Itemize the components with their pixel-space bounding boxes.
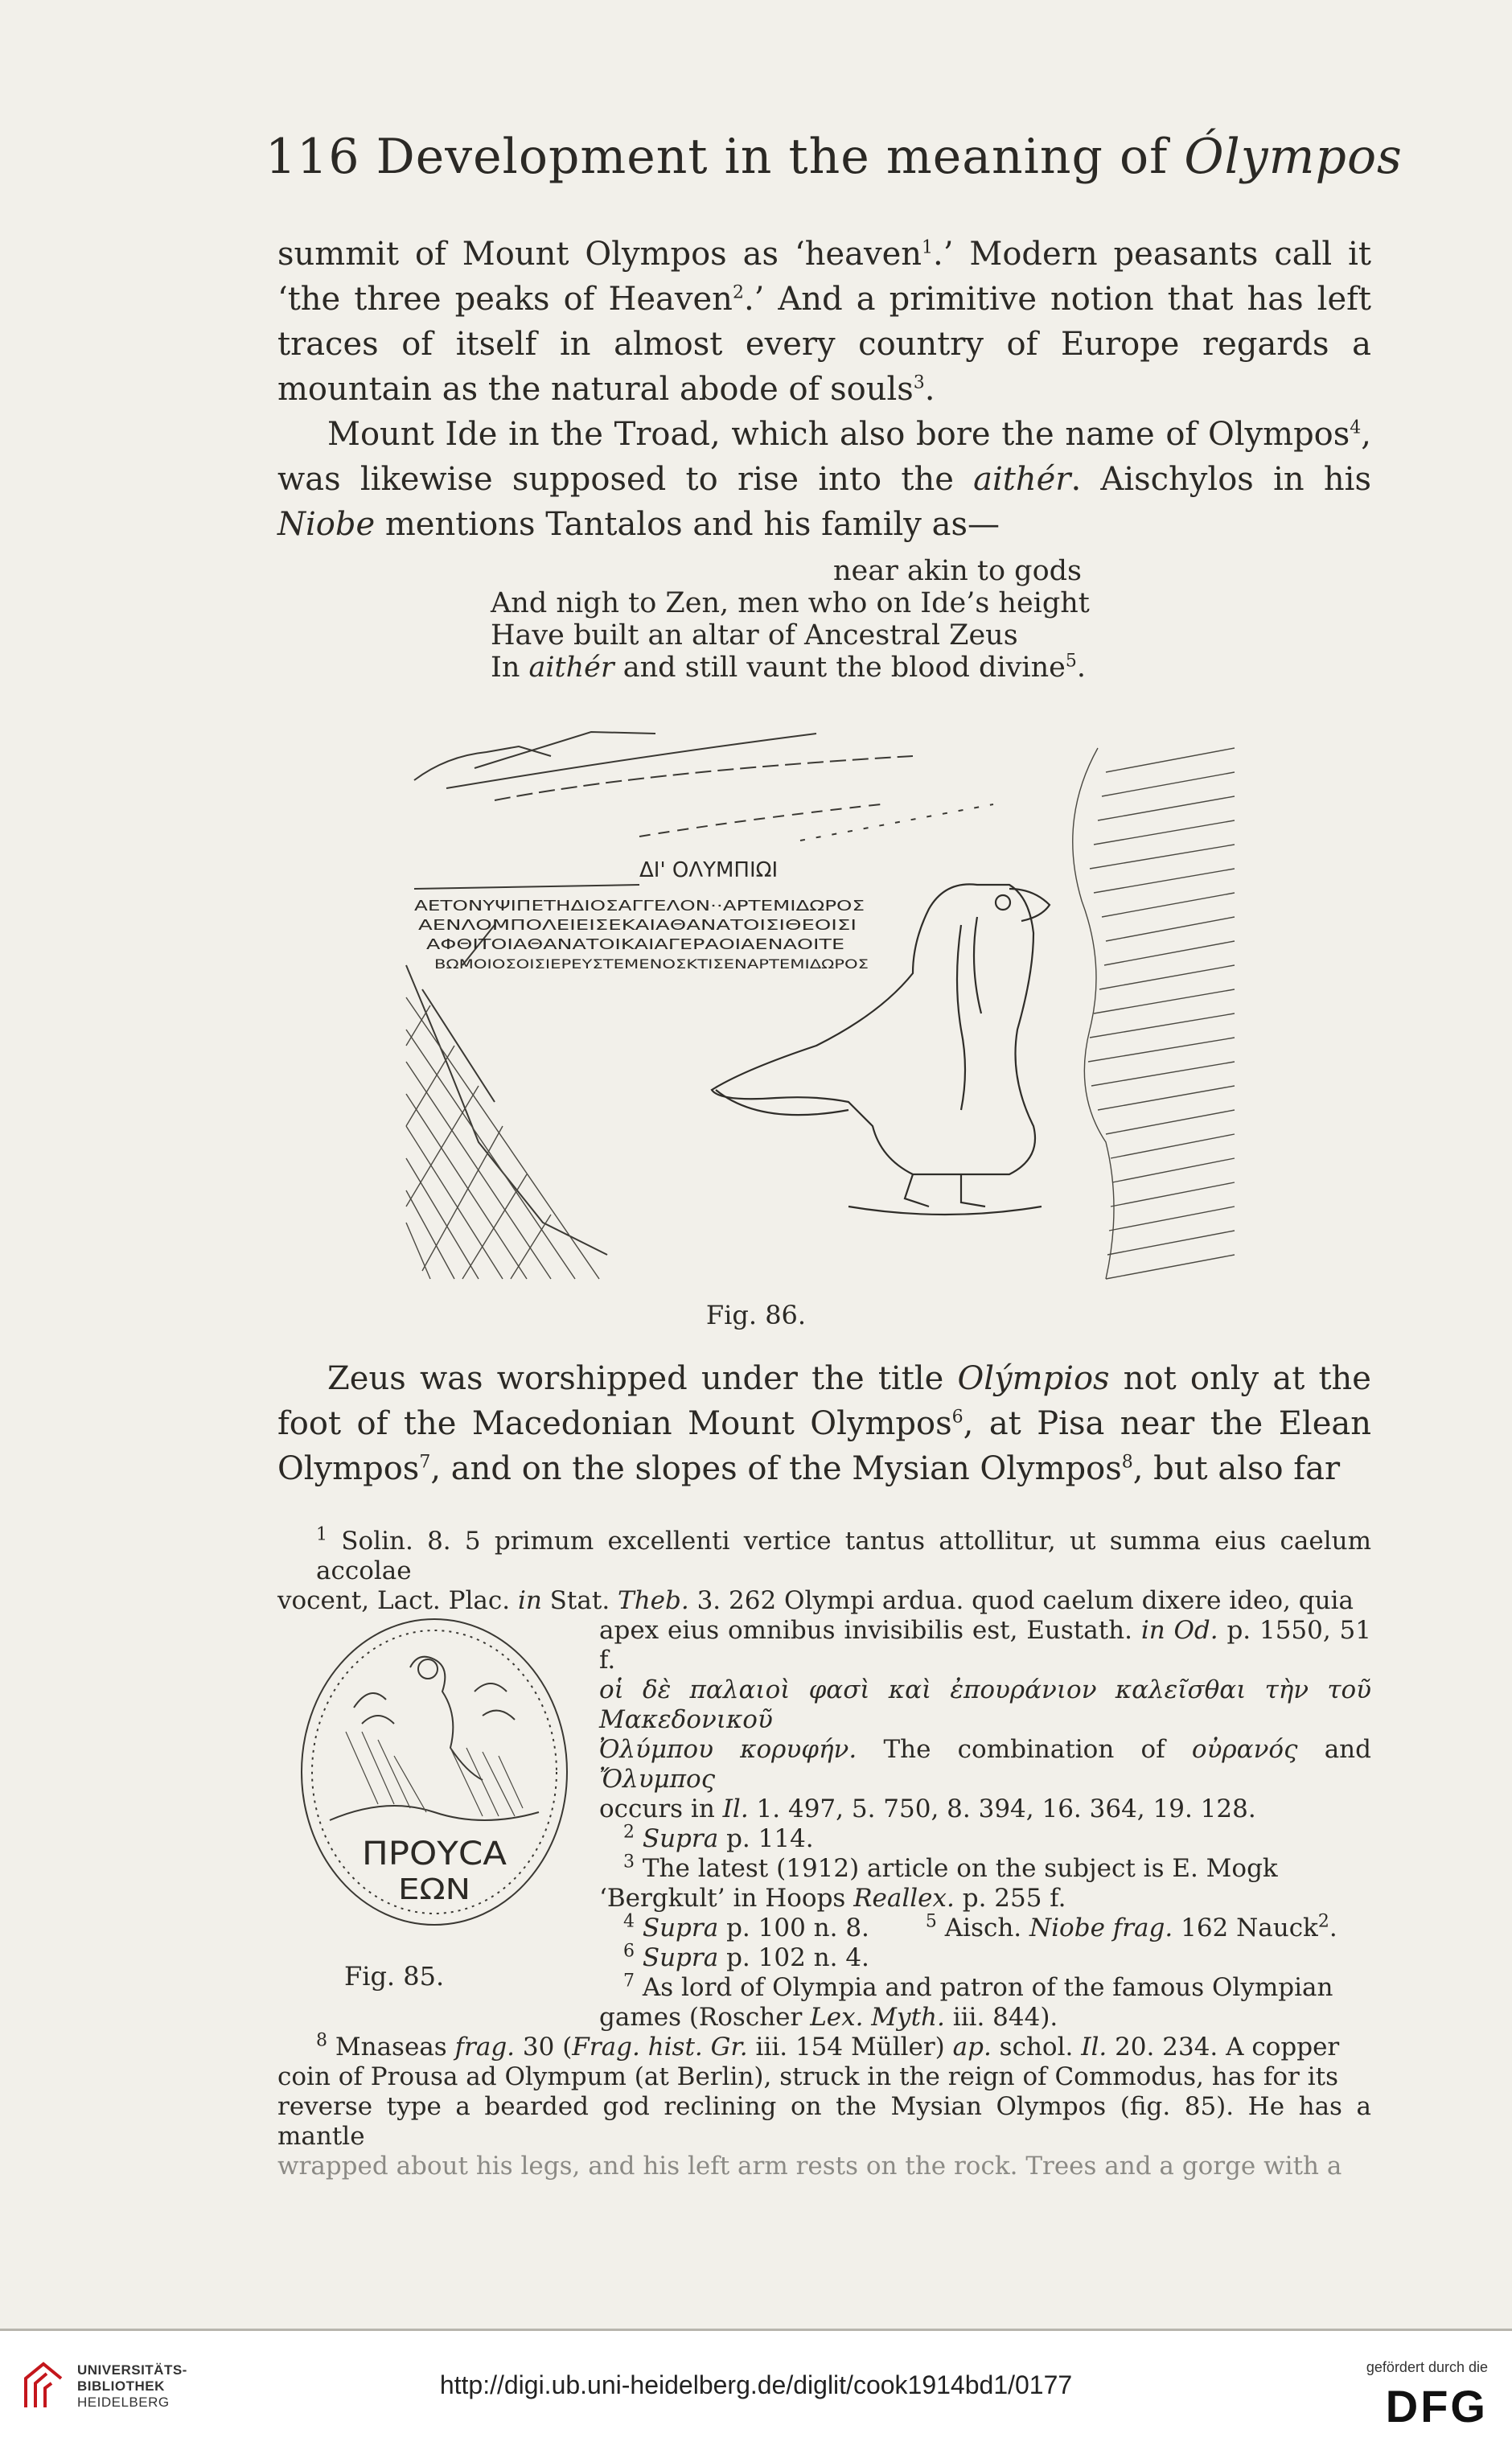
verse-quotation [491,555,1214,684]
greek-text: Ὄλυμπος [599,1765,716,1794]
footnote-7 [277,1973,1371,2003]
text-run: . [1329,1914,1337,1942]
footnotes [277,1524,1372,2181]
text-run: schol. [991,2033,1082,2062]
text-run: vocent, Lact. Plac. [277,1586,518,1615]
text-run: and still vaunt the blood divine [614,652,1066,684]
body-text-top [277,232,1371,547]
italic-title: in Od. [1140,1616,1218,1645]
footnote-ref[interactable]: 2 [732,282,744,303]
italic-title: Il. [1081,2033,1107,2062]
footnote-3-line [277,1884,1371,1914]
inscription-line: ΒΩΜΟΙΟΣΟΙΣΙΕΡΕΥΣΤΕΜΕΝΟΣΚΤΙΣΕΝΑΡΤΕΜΙΔΩΡΟΣ [434,956,869,972]
dfg-logo[interactable]: DFG [1385,2381,1488,2432]
text-run: p. 1550, 51 f. [599,1616,1372,1675]
footnote-ref[interactable]: 3 [913,372,925,393]
greek-text: Ὀλύμπου κορυφήν. [599,1735,857,1764]
footnote-number: 5 [925,1911,937,1932]
greek-text: οὐρανός [1191,1735,1298,1764]
figure-85-caption: Fig. 85. [344,1961,445,1992]
text-run: mentions Tantalos and his family as— [375,506,1000,543]
library-name-line: BIBLIOTHEK [77,2378,165,2394]
running-head [265,129,1403,185]
footnote-ref[interactable]: 5 [1065,651,1077,672]
footnote-1-line [277,1794,1371,1824]
text-run: In [491,652,529,684]
text-run: , was likewise supposed to rise into the [277,416,1371,498]
text-run: 3. 262 Olympi ardua. quod caelum dixere ideo, quia [688,1586,1354,1615]
italic-title: Frag. hist. Gr. [572,2033,748,2062]
footnote-ref[interactable]: 4 [1350,417,1362,438]
footnote-3 [277,1854,1371,1884]
relief-break-line [800,804,993,841]
text-run: , at Pisa near the Elean Olympos [277,1405,1371,1487]
text-run: games (Roscher [599,2003,811,2032]
figure-86-eagle-relief [398,724,1239,1287]
italic-term: Supra [642,1943,719,1972]
text-run: p. 100 n. 8. [718,1914,869,1942]
italic-title: Theb. [618,1586,689,1615]
footnote-number: 2 [623,1822,635,1843]
inscription-line: ΑΕΝΛΟΜΠΟΛΕΙΕΙΣΕΚΑΙΑΘΑΝΑΤΟΙΣΙΘΕΟΙΣΙ [418,917,857,934]
text-run: Solin. 8. 5 primum excellenti vertice tantus attollitur, ut summa eius caelum accolae [316,1527,1371,1585]
footnote-ref[interactable]: 1 [922,237,934,258]
italic-term: aithér [528,652,614,684]
italic-title: Reallex. [853,1884,955,1913]
italic-term: in [517,1586,542,1615]
coin-legend: ΠΡΟΥϹΑ [362,1836,507,1873]
edition-number: 2 [1317,1911,1329,1932]
footnote-8-line: reverse type a bearded god reclining on the Mysian Olympos (fig. 85). He has a mantle [277,2092,1371,2151]
text-run: not only at the foot of the Macedonian Mount Olympos [277,1360,1371,1442]
footnote-7-line [277,2003,1371,2033]
inscription-line: ΑΕΤΟΝΥΨΙΠΕΤΗΔΙΟΣΑΓΓΕΛΟΝ··ΑΡΤΕΜΙΔΩΡΟΣ [414,898,865,915]
text-run: 1. 497, 5. 750, 8. 394, 16. 364, 19. 128. [748,1794,1256,1823]
text-run: iii. 844). [944,2003,1058,2032]
footnote-8-line: wrapped about his legs, and his left arm rests on the rock. Trees and a gorge with a [277,2152,1342,2181]
footnote-8-line: coin of Prousa ad Olympum (at Berlin), struck in the reign of Commodus, has for its [277,2062,1339,2091]
library-name-line: UNIVERSITÄTS- [77,2362,187,2378]
inscription-dedication: ΔΙ' ΟΛΥΜΠΙΩΙ [639,858,779,882]
page-title-italic: Ólympos [1184,129,1403,185]
figure-86-caption: Fig. 86. [705,1300,807,1330]
footnote-8 [277,2030,1371,2062]
verse-line [491,652,1214,684]
relief-break-line [414,885,639,889]
footnote-1 [277,1524,1371,1586]
text-run: Mnaseas [335,2033,455,2062]
relief-edge [406,965,607,1255]
text-run: p. 255 f. [954,1884,1066,1913]
text-run: iii. 154 Müller) [747,2033,953,2062]
text-run: 20. 234. A copper [1107,2033,1340,2062]
relief-break-line [639,804,881,837]
italic-term: Supra [642,1824,719,1853]
text-run: Mount Ide in the Troad, which also bore the name of Olympos [327,416,1350,453]
permalink-url[interactable]: http://digi.ub.uni-heidelberg.de/diglit/cook1914bd1/0177 [439,2370,1073,2399]
footnote-number: 7 [623,1971,635,1992]
italic-title: Il. [722,1794,749,1823]
verse-line: near akin to gods [833,555,1083,587]
footnote-2 [277,1824,1371,1854]
text-run: , and on the slopes of the Mysian Olympos [430,1450,1122,1487]
footnote-number: 1 [316,1524,327,1545]
paragraph-3 [277,1356,1371,1491]
paragraph-1 [277,232,1371,412]
footnote-1-line: οἱ δὲ παλαιοὶ φασὶ καὶ ἐπουράνιον καλεῖσθαι τὴν τοῦ Μακεδονικοῦ [599,1675,1371,1734]
italic-title: Lex. Myth. [810,2003,945,2032]
text-run: 30 ( [515,2033,573,2062]
coin-legend: ΕΩΝ [398,1873,470,1906]
text-run: 162 Nauck [1173,1914,1318,1942]
text-run: . Aischylos in his [1070,461,1371,498]
relief-break-line [495,756,913,800]
text-run: Aisch. [944,1914,1030,1942]
hatched-rock-left [406,997,599,1279]
text-run: The combination of [857,1735,1192,1764]
text-run: p. 102 n. 4. [718,1943,869,1972]
digitization-footer [0,2329,1512,2446]
italic-term: Supra [642,1914,719,1942]
footnote-number: 4 [623,1911,635,1932]
text-run: .’ Modern peasants call it ‘the three peaks of Heaven [277,236,1372,318]
text-run: The latest (1912) article on the subject is E. Mogk [642,1854,1278,1883]
text-run: . [1076,652,1087,684]
library-name-line: HEIDELBERG [77,2395,170,2410]
footnote-1-line [277,1616,1371,1675]
footnote-4-5 [277,1911,1371,1943]
text-run: Zeus was worshipped under the title [327,1360,958,1397]
eagle-relief-drawing [398,724,1239,1287]
footnote-number: 8 [316,2030,327,2051]
hatched-rock-right [1073,748,1235,1279]
text-run: p. 114. [718,1824,814,1853]
text-run: and [1297,1735,1371,1764]
footnote-number: 6 [623,1941,635,1962]
italic-term: Olýmpios [957,1360,1110,1397]
inscription-line: ΑΦΘΙΤΟΙΑΘΑΝΑΤΟΙΚΑΙΑΓΕΡΑΟΙΑΕΝΑΟΙΤΕ [426,936,844,953]
paragraph-2 [277,412,1371,547]
footer-divider [0,2329,1512,2331]
text-run: Stat. [541,1586,618,1615]
footnote-ref[interactable]: 7 [419,1452,431,1473]
italic-title: Niobe frag. [1029,1914,1173,1942]
relief-edge [422,989,495,1102]
text-run: . [924,371,935,408]
text-run: , but also far [1132,1450,1341,1487]
text-run: ‘Bergkult’ in Hoops [599,1884,854,1913]
text-run: occurs in [599,1794,723,1823]
footnote-1-line [277,1586,1371,1616]
italic-term: aithér [973,461,1071,498]
footnote-1-line [277,1735,1371,1794]
sponsor-label: gefördert durch die [1366,2359,1488,2375]
footnote-ref[interactable]: 6 [951,1407,963,1428]
text-run: .’ And a primitive notion that has left traces of itself in almost every country of Europe regards a mountain as the natural abode of souls [277,281,1371,408]
footnote-6 [277,1943,1371,1973]
text-run: As lord of Olympia and patron of the famous Olympian [642,1973,1333,2002]
text-run: summit of Mount Olympos as ‘heaven [277,236,922,273]
italic-term: frag. [454,2033,516,2062]
text-run: apex eius omnibus invisibilis est, Eustath. [599,1616,1141,1645]
verse-line: Have built an altar of Ancestral Zeus [491,619,1018,652]
footnote-number: 3 [623,1852,635,1873]
verse-line: And nigh to Zen, men who on Ide’s height [491,587,1090,619]
italic-title: Niobe [277,506,376,543]
page-number: 116 [265,129,360,185]
inscription [414,858,869,972]
footnote-ref[interactable]: 8 [1121,1452,1133,1473]
body-text-bottom [277,1356,1371,1491]
italic-term: ap. [952,2033,992,2062]
page-title: Development in the meaning of [376,129,1185,185]
